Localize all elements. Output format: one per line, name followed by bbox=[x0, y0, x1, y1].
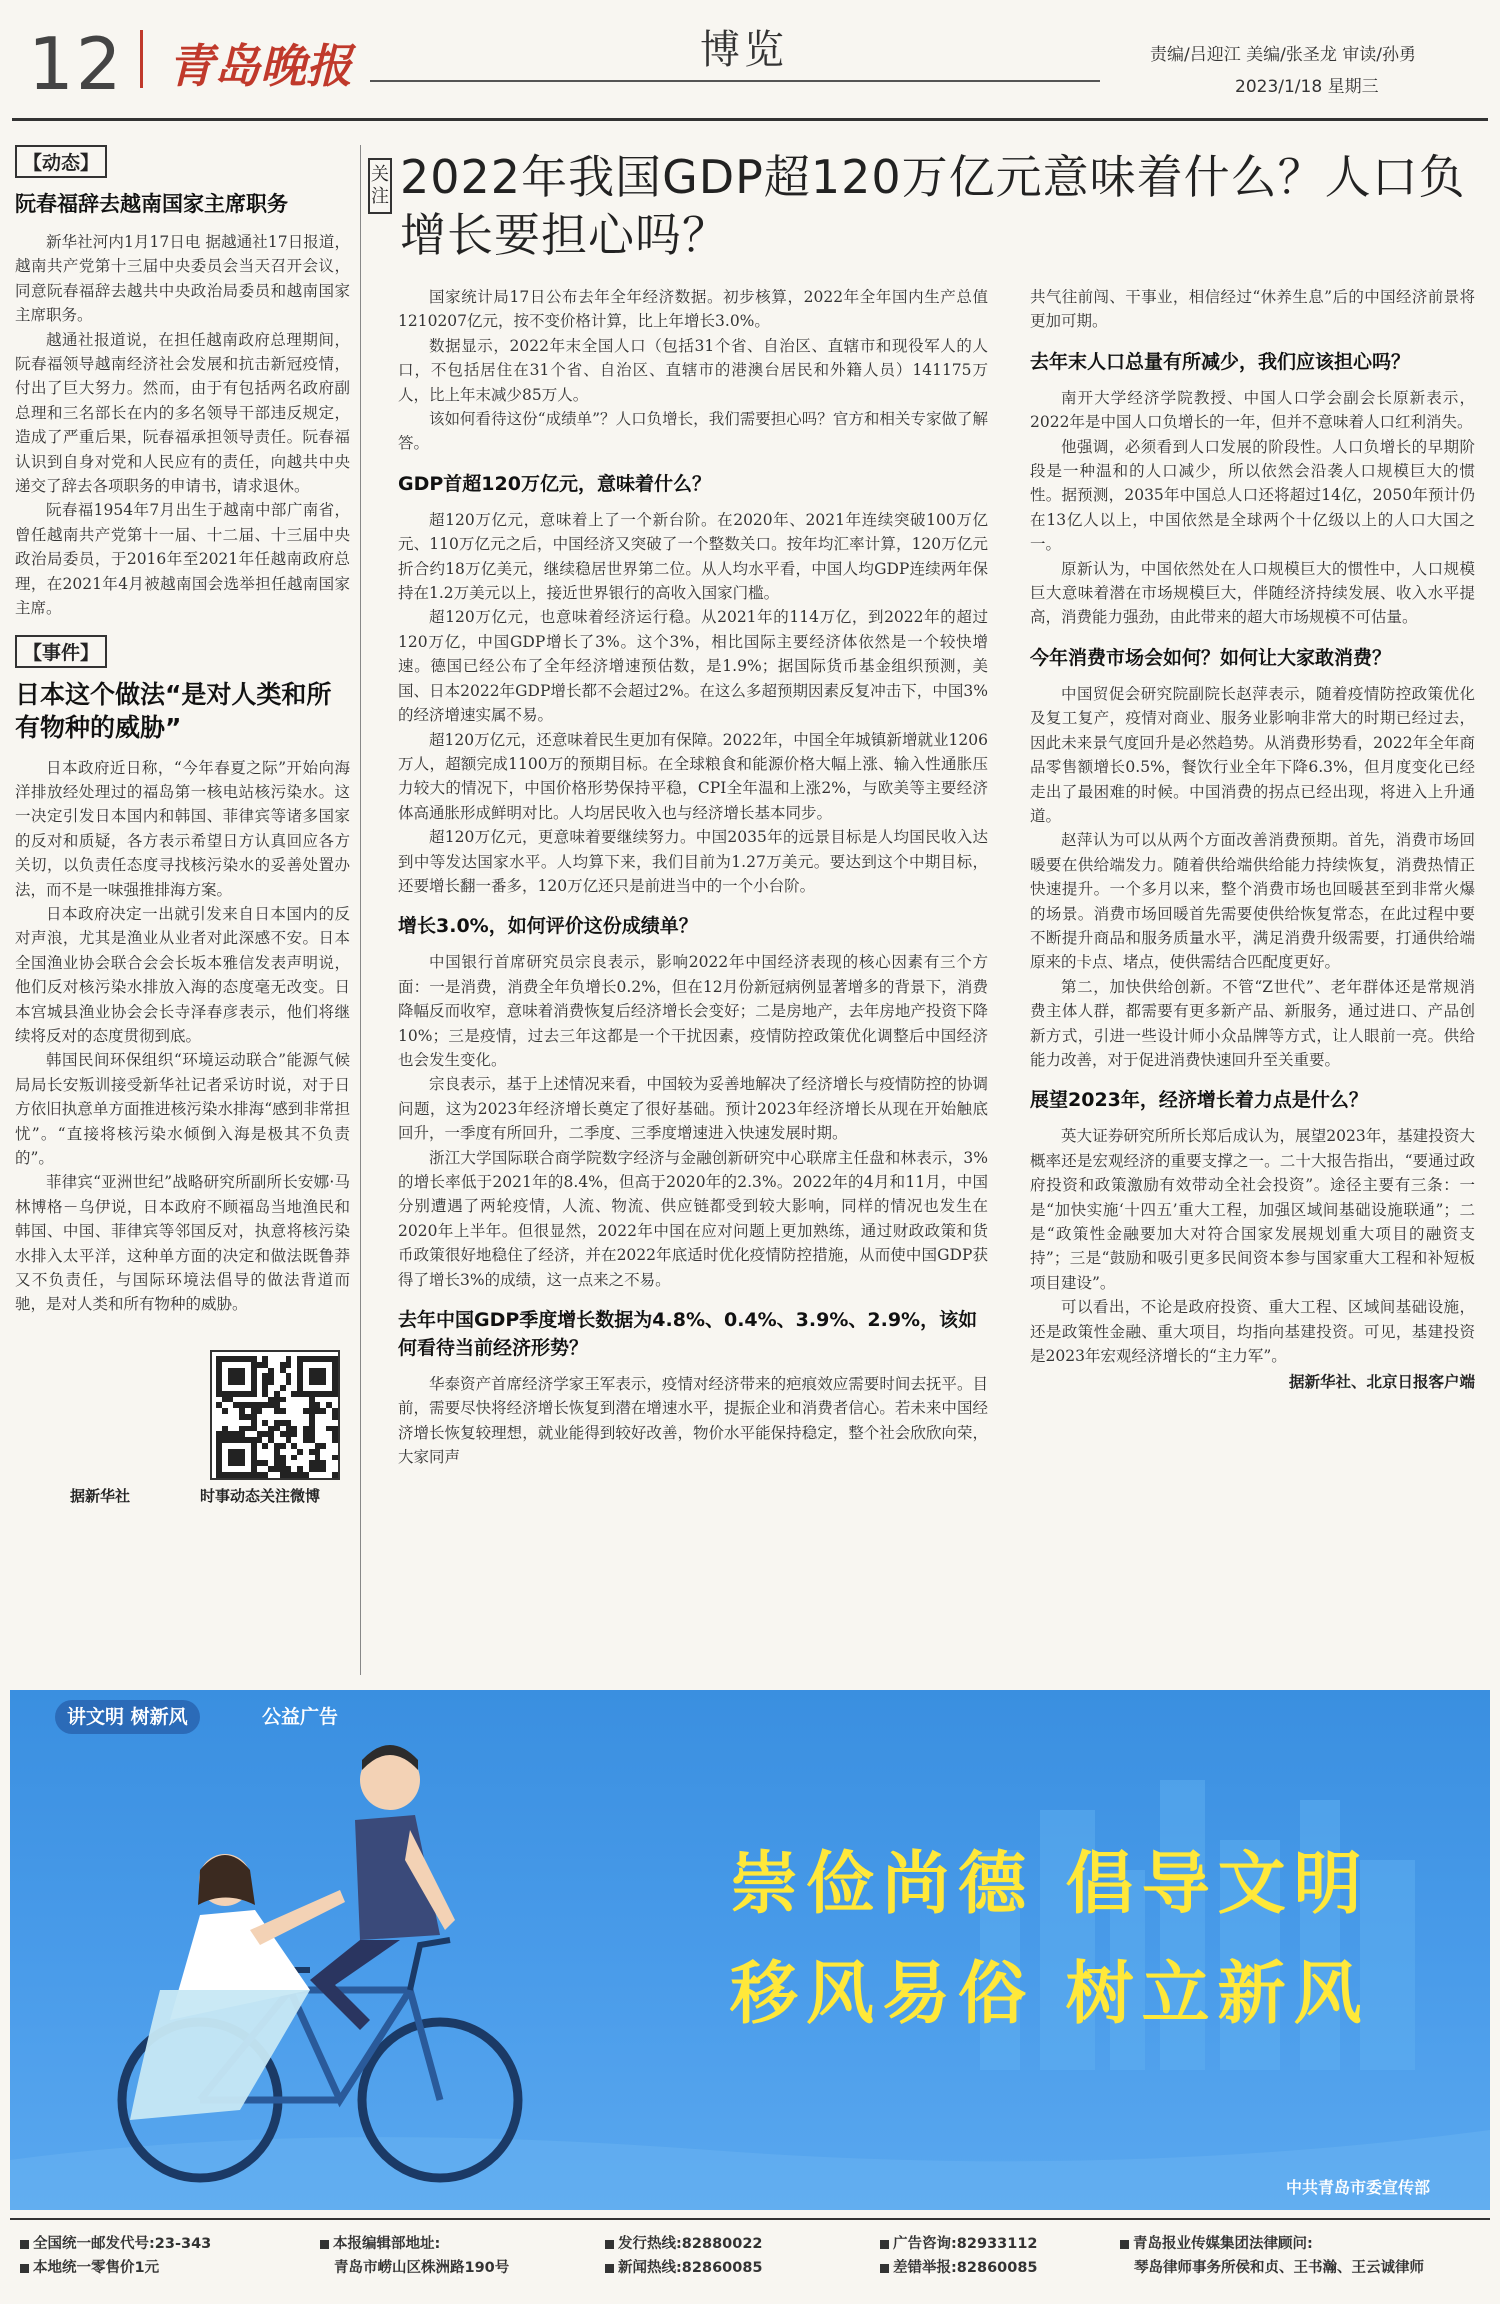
paragraph: 韩国民间环保组织“环境运动联合”能源气候局局长安叛训接受新华社记者采访时说，对于日方依旧执意单方面推进核污染水排海“感到非常担忧”。“直接将核污染水倾倒入海是极其不负责的”。 bbox=[15, 1051, 350, 1167]
editor-credits: 责编/吕迎江 美编/张圣龙 审读/孙勇 bbox=[1150, 45, 1416, 65]
ad-type-label: 公益广告 bbox=[262, 1706, 339, 1728]
main-column-1 bbox=[398, 285, 988, 1665]
paragraph: 超120万亿元，更意味着要继续努力。中国2035年的远景目标是人均国民收入达到中等发达国家水平。人均算下来，我们目前为1.27万美元。要达到这个中期目标，还要增长翻一番多，120万亿还只是前进当中的一个小台阶。 bbox=[398, 828, 988, 895]
main-headline: 2022年我国GDP超120万亿元意味着什么？人口负增长要担心吗？ bbox=[400, 150, 1466, 262]
paragraph: 日本政府决定一出就引发来自日本国内的反对声浪，尤其是渔业从业者对此深感不安。日本全国渔业协会联合会会长坂本雅信发表声明说，他们反对核污染水排放入海的态度毫无改变。日本宫城县渔业协会会长寺泽春彦表示，他们将继续将反对的态度贯彻到底。 bbox=[15, 904, 350, 1045]
paragraph: 新华社河内1月17日电 据越通社17日报道，越南共产党第十三届中央委员会当天召开会议，同意阮春福辞去越共中央政治局委员和越南国家主席职务。 bbox=[15, 233, 350, 325]
paragraph: 他强调，必须看到人口发展的阶段性。人口负增长的早期阶段是一种温和的人口减少，所以依然会沿袭人口规模巨大的惯性。据预测，2035年中国总人口还将超过14亿，2050年预计仍在13亿人以上，中国依然是全球两个十亿级以上的人口大国之一。 bbox=[1030, 437, 1475, 554]
tag-news: 【动态】 bbox=[15, 145, 107, 178]
paragraph: 超120万亿元，也意味着经济运行稳。从2021年的114万亿，到2022年的超过120万亿，中国GDP增长了3%。这个3%，相比国际主要经济体依然是一个较快增速。德国已经公布了全年经济增速预估数，是1.9%；据国际货币基金组织预测，美国、日本2022年GDP增长都不会超过2%。在这么多超预期因素反复冲击下，中国3%的经济增速实属不易。 bbox=[398, 608, 988, 725]
story2-continued bbox=[15, 1345, 200, 1485]
subheading: 展望2023年，经济增长着力点是什么？ bbox=[1030, 1089, 1368, 1112]
paragraph: 数据显示，2022年末全国人口（包括31个省、自治区、直辖市和现役军人的人口，不包括居住在31个省、自治区、直辖市的港澳台居民和外籍人员）141175万人，比上年末减少85万人。 bbox=[398, 336, 988, 404]
paragraph: 中国贸促会研究院副院长赵萍表示，随着疫情防控政策优化及复工复产，疫情对商业、服务业影响非常大的时期已经过去，因此未来景气度回升是必然趋势。从消费形势看，2022年全年商品零售额增长0.5%，餐饮行业全年下降6.3%，但月度变化已经走出了最困难的时候。中国消费的拐点已经出现，将进入上升通道。 bbox=[1030, 684, 1475, 825]
footer-hotlines: 发行热线:82880022 新闻热线:82860085 bbox=[605, 2232, 763, 2280]
subheading: 去年末人口总量有所减少，我们应该担心吗？ bbox=[1030, 350, 1411, 373]
subheading: GDP首超120万亿元，意味着什么？ bbox=[398, 472, 711, 495]
paragraph: 阮春福1954年7月出生于越南中部广南省，曾任越南共产党第十一届、十二届、十三届中央政治局委员，于2016年至2021年任越南政府总理，在2021年4月被越南国会选举担任越南国家主席。 bbox=[15, 501, 350, 618]
paragraph: 宗良表示，基于上述情况来看，中国较为妥善地解决了经济增长与疫情防控的协调问题，这为2023年经济增长奠定了很好基础。预计2023年经济增长从现在开始触底回升，一季度有所回升，二季度、三季度增速进入快速发展时期。 bbox=[398, 1075, 988, 1143]
paragraph: 可以看出，不论是政府投资、重大工程、区域间基础设施，还是政策性金融、重大项目，均指向基建投资。可见，基建投资是2023年宏观经济增长的“主力军”。 bbox=[1030, 1298, 1475, 1366]
story1-title: 阮春福辞去越南国家主席职务 bbox=[15, 192, 288, 216]
paragraph: 浙江大学国际联合商学院数字经济与金融创新研究中心联席主任盘和林表示，3%的增长率低于2021年的8.4%，但高于2020年的2.3%。2022年的4月和11月，中国分别遭遇了两轮疫情，人流、物流、供应链都受到较大影响，同样的情况也发生在2020年上半年。但很显然，2022年中国在应对问题上更加熟练，通过财政政策和货币政策很好地稳住了经济，并在2022年底适时优化疫情防控措施，从而使中国GDP获得了增长3%的成绩，这一点来之不易。 bbox=[398, 1148, 988, 1289]
subheading: 今年消费市场会如何？如何让大家敢消费？ bbox=[1030, 646, 1392, 669]
story2-title: 日本这个做法“是对人类和所有物种的威胁” bbox=[15, 679, 332, 742]
ad-slogan-line2: 移风易俗 树立新风 bbox=[730, 1955, 1370, 2034]
paragraph: 华泰资产首席经济学家王军表示，疫情对经济带来的疤痕效应需要时间去抚平。目前，需要尽快将经济增长恢复到潜在增速水平，提振企业和消费者信心。若未来中国经济增长恢复较理想，就业能得到较好改善，物价水平能保持稳定，整个社会欣欣向荣，大家同声 bbox=[398, 1375, 988, 1467]
footer bbox=[10, 2218, 1490, 2304]
paragraph: 该如何看待这份“成绩单”？人口负增长，我们需要担心吗？官方和相关专家做了解答。 bbox=[398, 410, 988, 453]
paragraph: 日本政府近日称，“今年春夏之际”开始向海洋排放经处理过的福岛第一核电站核污染水。这一决定引发日本国内和韩国、菲律宾等诸多国家的反对和质疑，各方表示希望日方认真回应各方关切，以负责任态度寻找核污染水的妥善处置办法，而不是一味强推排海方案。 bbox=[15, 758, 350, 899]
qr-code[interactable] bbox=[210, 1350, 340, 1480]
footer-postal: 全国统一邮发代号:23-343 本地统一零售价1元 bbox=[20, 2232, 211, 2280]
tag-event: 【事件】 bbox=[15, 635, 107, 668]
page-number: 12 bbox=[28, 22, 124, 106]
kicker-tag: 关注 bbox=[368, 158, 392, 214]
section-rule bbox=[370, 80, 1100, 82]
subheading: 去年中国GDP季度增长数据为4.8%、0.4%、3.9%、2.9%，该如何看待当前经济形势？ bbox=[398, 1309, 978, 1360]
paragraph: 共气往前闯、干事业，相信经过“休养生息”后的中国经济前景将更加可期。 bbox=[1030, 288, 1475, 331]
header-rule bbox=[12, 118, 1488, 121]
paragraph: 第二，加快供给创新。不管“Z世代”、老年群体还是常规消费主体人群，都需要有更多新产品、新服务，通过进口、产品创新方式，引进一些设计师小众品牌等方式，让人眼前一亮。供给能力改善，对于促进消费快速回升至关重要。 bbox=[1030, 977, 1475, 1069]
paragraph: 赵萍认为可以从两个方面改善消费预期。首先，消费市场回暖要在供给端发力。随着供给端供给能力持续恢复，消费热情正快速提升。一个多月以来，整个消费市场也回暖甚至到非常火爆的场景。消费市场回暖首先需要使供给恢复常态，在此过程中要不断提升商品和服务质量水平，满足消费升级需要，打通供给端原来的卡点、堵点，使供需结合匹配度更好。 bbox=[1030, 831, 1475, 972]
qr-caption: 时事动态关注微博 bbox=[200, 1487, 321, 1505]
paragraph: 越通社报道说，在担任越南政府总理期间，阮春福领导越南经济社会发展和抗击新冠疫情，付出了巨大努力。然而，由于有包括两名政府副总理和三名部长在内的多名领导干部违反规定，造成了严重后果，阮春福承担领导责任。阮春福认识到自身对党和人民应有的责任，向越共中央递交了辞去各项职务的申请书，请求退休。 bbox=[15, 330, 350, 496]
ad-campaign-tag: 讲文明 树新风 bbox=[55, 1700, 200, 1734]
footer-ad-contacts: 广告咨询:82933112 差错举报:82860085 bbox=[880, 2232, 1038, 2280]
paragraph: 中国银行首席研究员宗良表示，影响2022年中国经济表现的核心因素有三个方面：一是消费，消费全年负增长0.2%，但在12月份新冠病例显著增多的背景下，消费降幅反而收窄，意味着消费恢复后经济增长会变好；二是房地产，去年房地产投资下降10%；三是疫情，过去三年这都是一个干扰因素，疫情防控政策优化调整后中国经济也会发生变化。 bbox=[398, 953, 988, 1069]
story2-body bbox=[15, 756, 350, 1366]
issue-date: 2023/1/18 星期三 bbox=[1235, 77, 1379, 97]
story1-body bbox=[15, 230, 350, 621]
paragraph: 南开大学经济学院教授、中国人口学会副会长原新表示，2022年是中国人口负增长的一年，但并不意味着人口红利消失。 bbox=[1030, 388, 1475, 432]
paragraph: 超120万亿元，意味着上了一个新台阶。在2020年、2021年连续突破100万亿元、110万亿元之后，中国经济又突破了一个整数关口。按年均汇率计算，120万亿元折合约18万亿美元，继续稳居世界第二位。从人均水平看，中国人均GDP连续两年保持在1.2万美元以上，接近世界银行的高收入国家门槛。 bbox=[398, 510, 988, 603]
masthead bbox=[0, 0, 1500, 120]
column-divider bbox=[360, 145, 361, 1675]
section-title: 博览 bbox=[700, 27, 788, 73]
subheading: 增长3.0%，如何评价这份成绩单？ bbox=[398, 915, 698, 938]
footer-legal: 青岛报业传媒集团法律顾问: 琴岛律师事务所侯和贞、王书瀚、王云诚律师 bbox=[1120, 2232, 1424, 2280]
paragraph: 国家统计局17日公布去年全年经济数据。初步核算，2022年全年国内生产总值1210207亿元，按不变价格计算，比上年增长3.0%。 bbox=[398, 288, 988, 331]
page-number-divider bbox=[140, 30, 143, 88]
public-service-ad bbox=[10, 1690, 1490, 2210]
main-column-2 bbox=[1030, 285, 1475, 1665]
story-source: 据新华社 bbox=[70, 1487, 131, 1505]
paragraph: 原新认为，中国依然处在人口规模巨大的惯性中，人口规模巨大意味着潜在市场规模巨大，伴随经济持续发展、收入水平提高，消费能力强劲，由此带来的超大市场规模不可估量。 bbox=[1030, 559, 1475, 627]
paragraph: 超120万亿元，还意味着民生更加有保障。2022年，中国全年城镇新增就业1206万人，超额完成1100万的预期目标。在全球粮食和能源价格大幅上涨、输入性通胀压力较大的情况下，中国价格形势保持平稳，CPI全年温和上涨2%，与欧美等主要经济体高通胀形成鲜明对比。人均居民收入也与经济增长基本同步。 bbox=[398, 730, 988, 822]
paragraph: 菲律宾“亚洲世纪”战略研究所副所长安娜·马林博格－乌伊说，日本政府不顾福岛当地渔民和韩国、中国、菲律宾等邻国反对，执意将核污染水排入太平洋，这种单方面的决定和做法既鲁莽又不负责任，与国际环境法倡导的做法背道而驰，是对人类和所有物种的威胁。 bbox=[15, 1173, 350, 1314]
paper-logo: 青岛晚报 bbox=[168, 39, 352, 93]
footer-address: 本报编辑部地址: 青岛市崂山区株洲路190号 bbox=[320, 2232, 509, 2280]
main-source: 据新华社、北京日报客户端 bbox=[1288, 1373, 1475, 1392]
paragraph: 英大证券研究所所长郑后成认为，展望2023年，基建投资大概率还是宏观经济的重要支撑之一。二十大报告指出，“要通过政府投资和政策激励有效带动全社会投资”。途径主要有三条：一是“加快实施‘十四五’重大工程，加强区域间基础设施联通”；二是“政策性金融要加大对符合国家发展规划重大项目的融资支持”；三是“鼓励和吸引更多民间资本参与国家重大工程和补短板项目建设”。 bbox=[1030, 1127, 1475, 1292]
ad-organization: 中共青岛市委宣传部 bbox=[1285, 2178, 1430, 2197]
ad-slogan-line1: 崇俭尚德 倡导文明 bbox=[730, 1845, 1370, 1924]
